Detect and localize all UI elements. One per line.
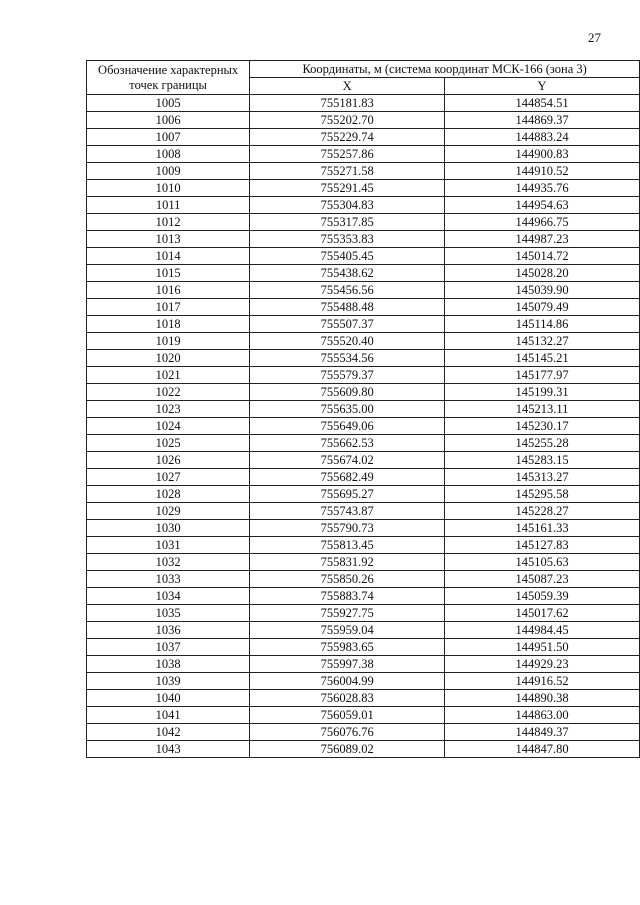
table-row <box>87 588 640 605</box>
y-coordinate-cell: 144890.38 <box>445 690 640 707</box>
table-row <box>87 384 640 401</box>
table-row <box>87 299 640 316</box>
table-row <box>87 486 640 503</box>
y-coordinate-cell: 145028.20 <box>445 265 640 282</box>
table-row <box>87 214 640 231</box>
y-coordinate-cell: 145059.39 <box>445 588 640 605</box>
point-id-cell: 1036 <box>87 622 250 639</box>
y-coordinate-cell: 144984.45 <box>445 622 640 639</box>
table-row <box>87 129 640 146</box>
x-coordinate-cell: 755317.85 <box>250 214 445 231</box>
table-row <box>87 741 640 758</box>
point-id-cell: 1043 <box>87 741 250 758</box>
x-coordinate-cell: 756089.02 <box>250 741 445 758</box>
table-row <box>87 469 640 486</box>
point-id-cell: 1012 <box>87 214 250 231</box>
table-row <box>87 639 640 656</box>
table-row <box>87 282 640 299</box>
y-coordinate-cell: 145177.97 <box>445 367 640 384</box>
table-row <box>87 622 640 639</box>
y-coordinate-cell: 144929.23 <box>445 656 640 673</box>
table-row <box>87 146 640 163</box>
x-coordinate-cell: 755609.80 <box>250 384 445 401</box>
point-id-cell: 1020 <box>87 350 250 367</box>
table-row <box>87 350 640 367</box>
table-row <box>87 707 640 724</box>
point-id-cell: 1025 <box>87 435 250 452</box>
point-id-cell: 1016 <box>87 282 250 299</box>
x-coordinate-cell: 755520.40 <box>250 333 445 350</box>
point-id-cell: 1038 <box>87 656 250 673</box>
point-id-cell: 1021 <box>87 367 250 384</box>
table-row <box>87 605 640 622</box>
x-coordinate-cell: 755291.45 <box>250 180 445 197</box>
table-row <box>87 401 640 418</box>
x-coordinate-cell: 755488.48 <box>250 299 445 316</box>
table-row <box>87 231 640 248</box>
point-id-cell: 1035 <box>87 605 250 622</box>
table-row <box>87 248 640 265</box>
x-coordinate-cell: 756076.76 <box>250 724 445 741</box>
point-id-cell: 1042 <box>87 724 250 741</box>
x-coordinate-cell: 755438.62 <box>250 265 445 282</box>
y-coordinate-cell: 144910.52 <box>445 163 640 180</box>
x-coordinate-cell: 755883.74 <box>250 588 445 605</box>
point-id-cell: 1030 <box>87 520 250 537</box>
y-coordinate-cell: 145014.72 <box>445 248 640 265</box>
page-number: 27 <box>588 30 601 45</box>
table-row <box>87 333 640 350</box>
y-coordinate-cell: 145213.11 <box>445 401 640 418</box>
x-coordinate-cell: 755927.75 <box>250 605 445 622</box>
point-id-cell: 1039 <box>87 673 250 690</box>
table-row <box>87 554 640 571</box>
point-id-cell: 1011 <box>87 197 250 214</box>
x-coordinate-cell: 755959.04 <box>250 622 445 639</box>
point-id-cell: 1010 <box>87 180 250 197</box>
y-coordinate-cell: 144935.76 <box>445 180 640 197</box>
x-coordinate-cell: 755813.45 <box>250 537 445 554</box>
point-id-cell: 1022 <box>87 384 250 401</box>
y-coordinate-cell: 145145.21 <box>445 350 640 367</box>
x-coordinate-cell: 756059.01 <box>250 707 445 724</box>
point-id-cell: 1027 <box>87 469 250 486</box>
table-row <box>87 724 640 741</box>
x-coordinate-cell: 755997.38 <box>250 656 445 673</box>
x-coordinate-cell: 755674.02 <box>250 452 445 469</box>
y-coordinate-cell: 145161.33 <box>445 520 640 537</box>
x-coordinate-cell: 755202.70 <box>250 112 445 129</box>
x-coordinate-cell: 755983.65 <box>250 639 445 656</box>
x-coordinate-cell: 755579.37 <box>250 367 445 384</box>
y-coordinate-cell: 144916.52 <box>445 673 640 690</box>
y-coordinate-cell: 145230.17 <box>445 418 640 435</box>
point-id-cell: 1007 <box>87 129 250 146</box>
point-id-cell: 1013 <box>87 231 250 248</box>
y-coordinate-cell: 144849.37 <box>445 724 640 741</box>
table-row <box>87 520 640 537</box>
y-column-header: Y <box>445 78 640 95</box>
x-coordinate-cell: 755850.26 <box>250 571 445 588</box>
x-coordinate-cell: 755662.53 <box>250 435 445 452</box>
table-row <box>87 571 640 588</box>
point-id-cell: 1008 <box>87 146 250 163</box>
y-coordinate-cell: 145105.63 <box>445 554 640 571</box>
point-id-cell: 1041 <box>87 707 250 724</box>
y-coordinate-cell: 145255.28 <box>445 435 640 452</box>
coordinates-header: Координаты, м (система координат МСК-166 (зона 3) <box>250 61 640 78</box>
y-coordinate-cell: 145313.27 <box>445 469 640 486</box>
table-row <box>87 537 640 554</box>
point-id-cell: 1033 <box>87 571 250 588</box>
x-coordinate-cell: 755405.45 <box>250 248 445 265</box>
point-id-cell: 1018 <box>87 316 250 333</box>
y-coordinate-cell: 145295.58 <box>445 486 640 503</box>
y-coordinate-cell: 145132.27 <box>445 333 640 350</box>
table-row <box>87 452 640 469</box>
y-coordinate-cell: 145199.31 <box>445 384 640 401</box>
x-coordinate-cell: 756028.83 <box>250 690 445 707</box>
table-row <box>87 503 640 520</box>
x-coordinate-cell: 755635.00 <box>250 401 445 418</box>
y-coordinate-cell: 144869.37 <box>445 112 640 129</box>
table-row <box>87 265 640 282</box>
table-row <box>87 656 640 673</box>
x-coordinate-cell: 755534.56 <box>250 350 445 367</box>
point-designation-header: Обозначение характерных точек границы <box>87 61 250 95</box>
y-coordinate-cell: 145127.83 <box>445 537 640 554</box>
x-coordinate-cell: 755695.27 <box>250 486 445 503</box>
x-coordinate-cell: 755682.49 <box>250 469 445 486</box>
x-coordinate-cell: 755271.58 <box>250 163 445 180</box>
point-id-cell: 1017 <box>87 299 250 316</box>
y-coordinate-cell: 144863.00 <box>445 707 640 724</box>
point-id-cell: 1006 <box>87 112 250 129</box>
y-coordinate-cell: 145039.90 <box>445 282 640 299</box>
y-coordinate-cell: 144951.50 <box>445 639 640 656</box>
y-coordinate-cell: 145017.62 <box>445 605 640 622</box>
y-coordinate-cell: 144883.24 <box>445 129 640 146</box>
point-id-cell: 1005 <box>87 95 250 112</box>
y-coordinate-cell: 144847.80 <box>445 741 640 758</box>
x-column-header: X <box>250 78 445 95</box>
x-coordinate-cell: 755353.83 <box>250 231 445 248</box>
point-id-cell: 1015 <box>87 265 250 282</box>
point-id-cell: 1040 <box>87 690 250 707</box>
y-coordinate-cell: 145079.49 <box>445 299 640 316</box>
x-coordinate-cell: 756004.99 <box>250 673 445 690</box>
y-coordinate-cell: 144854.51 <box>445 95 640 112</box>
point-id-cell: 1009 <box>87 163 250 180</box>
y-coordinate-cell: 144900.83 <box>445 146 640 163</box>
table-row <box>87 180 640 197</box>
table-row <box>87 690 640 707</box>
y-coordinate-cell: 144966.75 <box>445 214 640 231</box>
y-coordinate-cell: 145283.15 <box>445 452 640 469</box>
y-coordinate-cell: 144987.23 <box>445 231 640 248</box>
table-body <box>87 95 640 758</box>
x-coordinate-cell: 755456.56 <box>250 282 445 299</box>
point-id-cell: 1031 <box>87 537 250 554</box>
table-row <box>87 112 640 129</box>
table-row <box>87 367 640 384</box>
x-coordinate-cell: 755649.06 <box>250 418 445 435</box>
point-id-cell: 1026 <box>87 452 250 469</box>
table-row <box>87 673 640 690</box>
y-coordinate-cell: 145114.86 <box>445 316 640 333</box>
point-id-cell: 1024 <box>87 418 250 435</box>
table-row <box>87 418 640 435</box>
x-coordinate-cell: 755229.74 <box>250 129 445 146</box>
point-id-cell: 1023 <box>87 401 250 418</box>
point-id-cell: 1037 <box>87 639 250 656</box>
x-coordinate-cell: 755507.37 <box>250 316 445 333</box>
coordinates-table <box>86 60 640 758</box>
y-coordinate-cell: 144954.63 <box>445 197 640 214</box>
x-coordinate-cell: 755181.83 <box>250 95 445 112</box>
table-header <box>87 61 640 95</box>
table-row <box>87 95 640 112</box>
point-id-cell: 1032 <box>87 554 250 571</box>
table-row <box>87 163 640 180</box>
x-coordinate-cell: 755743.87 <box>250 503 445 520</box>
x-coordinate-cell: 755831.92 <box>250 554 445 571</box>
table-row <box>87 197 640 214</box>
x-coordinate-cell: 755790.73 <box>250 520 445 537</box>
point-id-cell: 1029 <box>87 503 250 520</box>
point-id-cell: 1034 <box>87 588 250 605</box>
point-id-cell: 1019 <box>87 333 250 350</box>
point-id-cell: 1028 <box>87 486 250 503</box>
point-id-cell: 1014 <box>87 248 250 265</box>
y-coordinate-cell: 145228.27 <box>445 503 640 520</box>
x-coordinate-cell: 755304.83 <box>250 197 445 214</box>
table-row <box>87 316 640 333</box>
y-coordinate-cell: 145087.23 <box>445 571 640 588</box>
x-coordinate-cell: 755257.86 <box>250 146 445 163</box>
table-row <box>87 435 640 452</box>
